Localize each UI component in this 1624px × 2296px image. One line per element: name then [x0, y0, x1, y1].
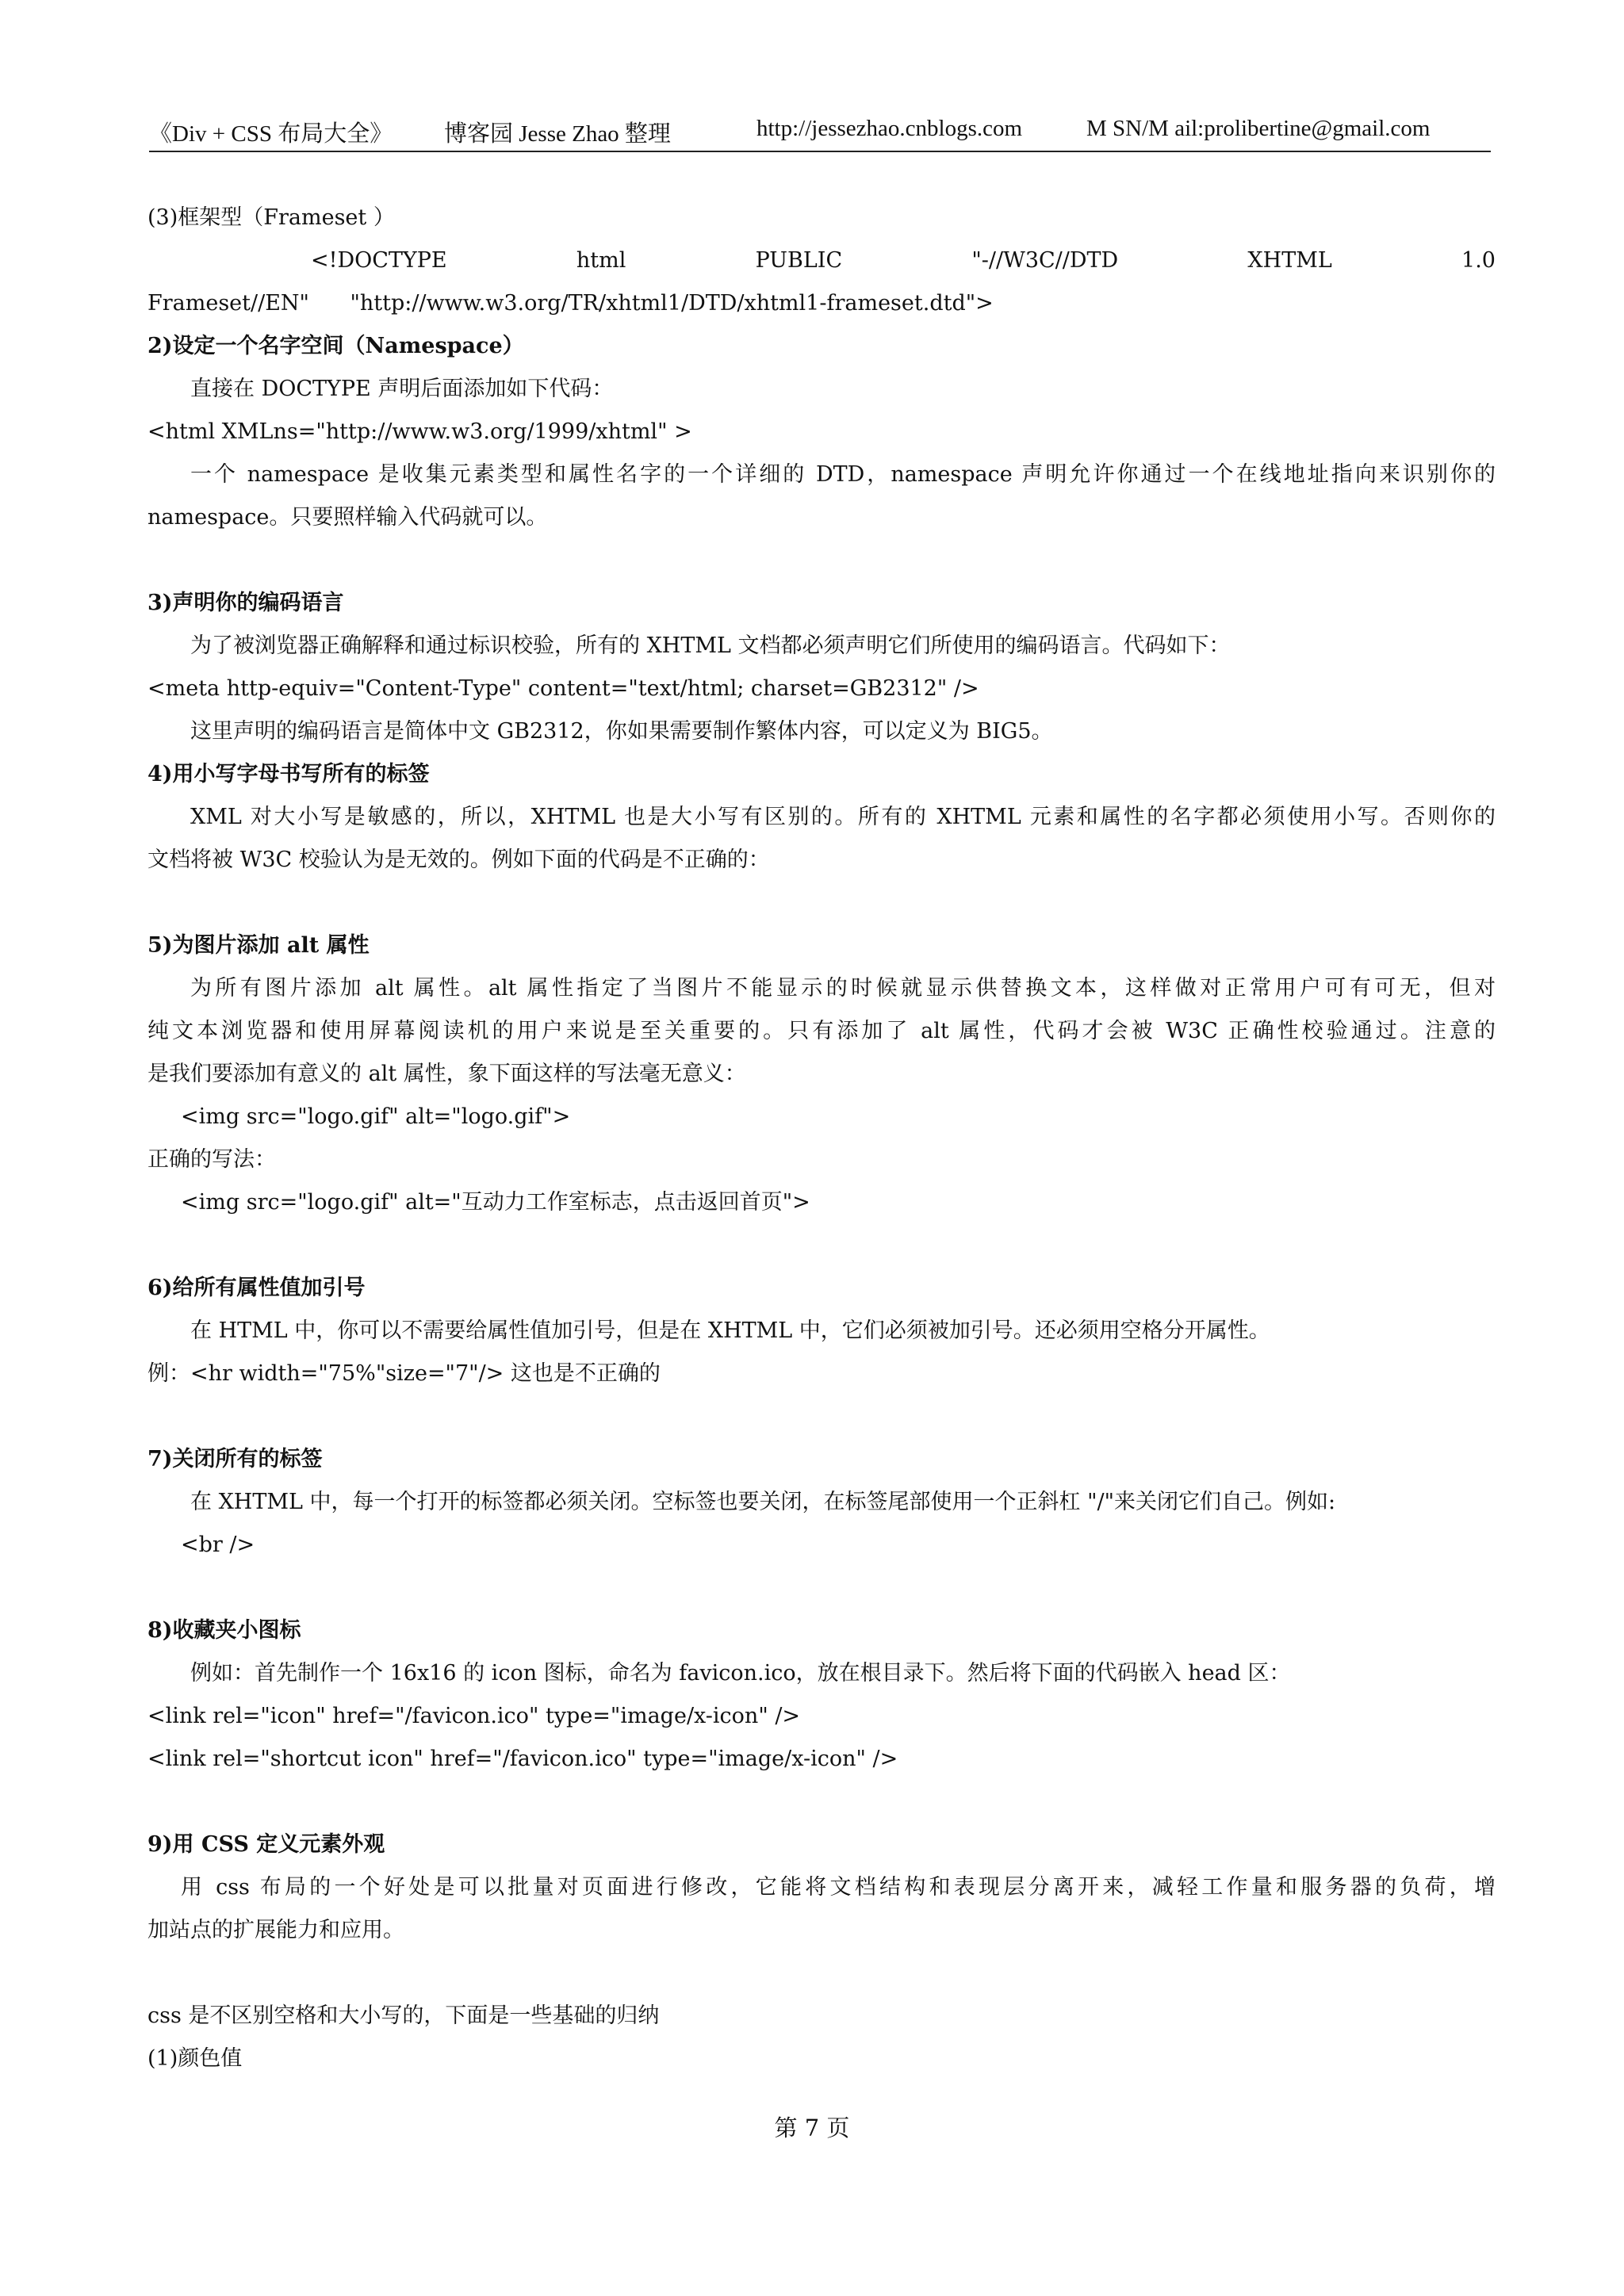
paragraph-line: 加站点的扩展能力和应用。: [147, 1918, 404, 1942]
section-heading-namespace: 2)设定一个名字空间（Namespace）: [147, 334, 524, 358]
paragraph: 在 HTML 中，你可以不需要给属性值加引号，但是在 XHTML 中，它们必须被加引号。还必须用空格分开属性。: [190, 1318, 1270, 1343]
paragraph-line: 是我们要添加有意义的 alt 属性，象下面这样的写法毫无意义：: [147, 1062, 746, 1086]
doctype-token: <!DOCTYPE: [311, 248, 447, 273]
paragraph: (1)颜色值: [147, 2046, 243, 2071]
section-heading-close-tags: 7)关闭所有的标签: [147, 1447, 323, 1471]
doctype-token: 1.0: [1461, 248, 1496, 273]
section-heading-alt: 5)为图片添加 alt 属性: [147, 933, 370, 958]
section-heading-lowercase: 4)用小写字母书写所有的标签: [147, 762, 430, 786]
header-url: http://jessezhao.cnblogs.com: [756, 116, 1023, 141]
paragraph: 在 XHTML 中，每一个打开的标签都必须关闭。空标签也要关闭，在标签尾部使用一个正斜杠 "/"来关闭它们自己。例如:: [190, 1490, 1336, 1514]
paragraph: 例如：首先制作一个 16x16 的 icon 图标，命名为 favicon.ico，放在根目录下。然后将下面的代码嵌入 head 区：: [190, 1661, 1291, 1686]
paragraph: 直接在 DOCTYPE 声明后面添加如下代码：: [190, 377, 614, 401]
code-line: <meta http-equiv="Content-Type" content="text/html; charset=GB2312" />: [147, 676, 979, 701]
code-line: <link rel="shortcut icon" href="/favicon.ico" type="image/x-icon" />: [147, 1747, 898, 1771]
code-line: <img src="logo.gif" alt="互动力工作室标志，点击返回首页">: [181, 1190, 810, 1215]
page-number: 第 7 页: [774, 2114, 850, 2141]
paragraph-line: 一个 namespace 是收集元素类型和属性名字的一个详细的 DTD，namespace 声明允许你通过一个在线地址指向来识别你的: [190, 462, 1496, 487]
section-heading-quotes: 6)给所有属性值加引号: [147, 1276, 366, 1300]
paragraph-line: namespace。只要照样输入代码就可以。: [147, 505, 548, 530]
paragraph: 例：<hr width="75%"size="7"/> 这也是不正确的: [147, 1361, 661, 1386]
doctype-line-2: Frameset//EN" "http://www.w3.org/TR/xhtml1/DTD/xhtml1-frameset.dtd">: [147, 291, 994, 316]
paragraph-line: 为所有图片添加 alt 属性。alt 属性指定了当图片不能显示的时候就显示供替换文本，这样做对正常用户可有可无，但对: [190, 976, 1496, 1001]
doctype-token: PUBLIC: [755, 248, 843, 273]
header-author: 博客园 Jesse Zhao 整理: [444, 121, 671, 147]
paragraph: 正确的写法：: [147, 1147, 276, 1172]
code-line: <br />: [181, 1533, 255, 1557]
paragraph: css 是不区别空格和大小写的，下面是一些基础的归纳: [147, 2003, 660, 2028]
document-body: [147, 197, 1496, 2080]
doctype-line-1: [147, 239, 1496, 282]
paragraph-line: 纯文本浏览器和使用屏幕阅读机的用户来说是至关重要的。只有添加了 alt 属性，代码才会被 W3C 正确性校验通过。注意的: [147, 1019, 1496, 1043]
frameset-heading: (3)框架型（Frameset ）: [147, 205, 395, 230]
code-line: <img src="logo.gif" alt="logo.gif">: [181, 1104, 571, 1129]
section-heading-favicon: 8)收藏夹小图标: [147, 1618, 301, 1643]
code-line: <html XMLns="http://www.w3.org/1999/xhtml" >: [147, 419, 692, 444]
section-heading-css: 9)用 CSS 定义元素外观: [147, 1832, 385, 1857]
paragraph-line: 用 css 布局的一个好处是可以批量对页面进行修改，它能将文档结构和表现层分离开来，减轻工作量和服务器的负荷，增: [181, 1875, 1496, 1900]
page-header: [149, 116, 1489, 151]
paragraph-line: XML 对大小写是敏感的，所以，XHTML 也是大小写有区别的。所有的 XHTML 元素和属性的名字都必须使用小写。否则你的: [190, 805, 1496, 829]
code-line: <link rel="icon" href="/favicon.ico" type="image/x-icon" />: [147, 1704, 801, 1728]
paragraph: 这里声明的编码语言是简体中文 GB2312，你如果需要制作繁体内容，可以定义为 BIG5。: [190, 719, 1053, 744]
paragraph: 为了被浏览器正确解释和通过标识校验，所有的 XHTML 文档都必须声明它们所使用的编码语言。代码如下：: [190, 633, 1231, 658]
header-title: 《Div + CSS 布局大全》: [149, 121, 393, 147]
doctype-token: "-//W3C//DTD: [971, 248, 1119, 273]
section-heading-encoding: 3)声明你的编码语言: [147, 591, 344, 615]
header-contact: M SN/M ail:prolibertine@gmail.com: [1086, 116, 1431, 141]
doctype-token: XHTML: [1247, 248, 1332, 273]
doctype-token: html: [576, 248, 626, 273]
header-divider: [149, 151, 1491, 152]
paragraph-line: 文档将被 W3C 校验认为是无效的。例如下面的代码是不正确的：: [147, 848, 770, 872]
